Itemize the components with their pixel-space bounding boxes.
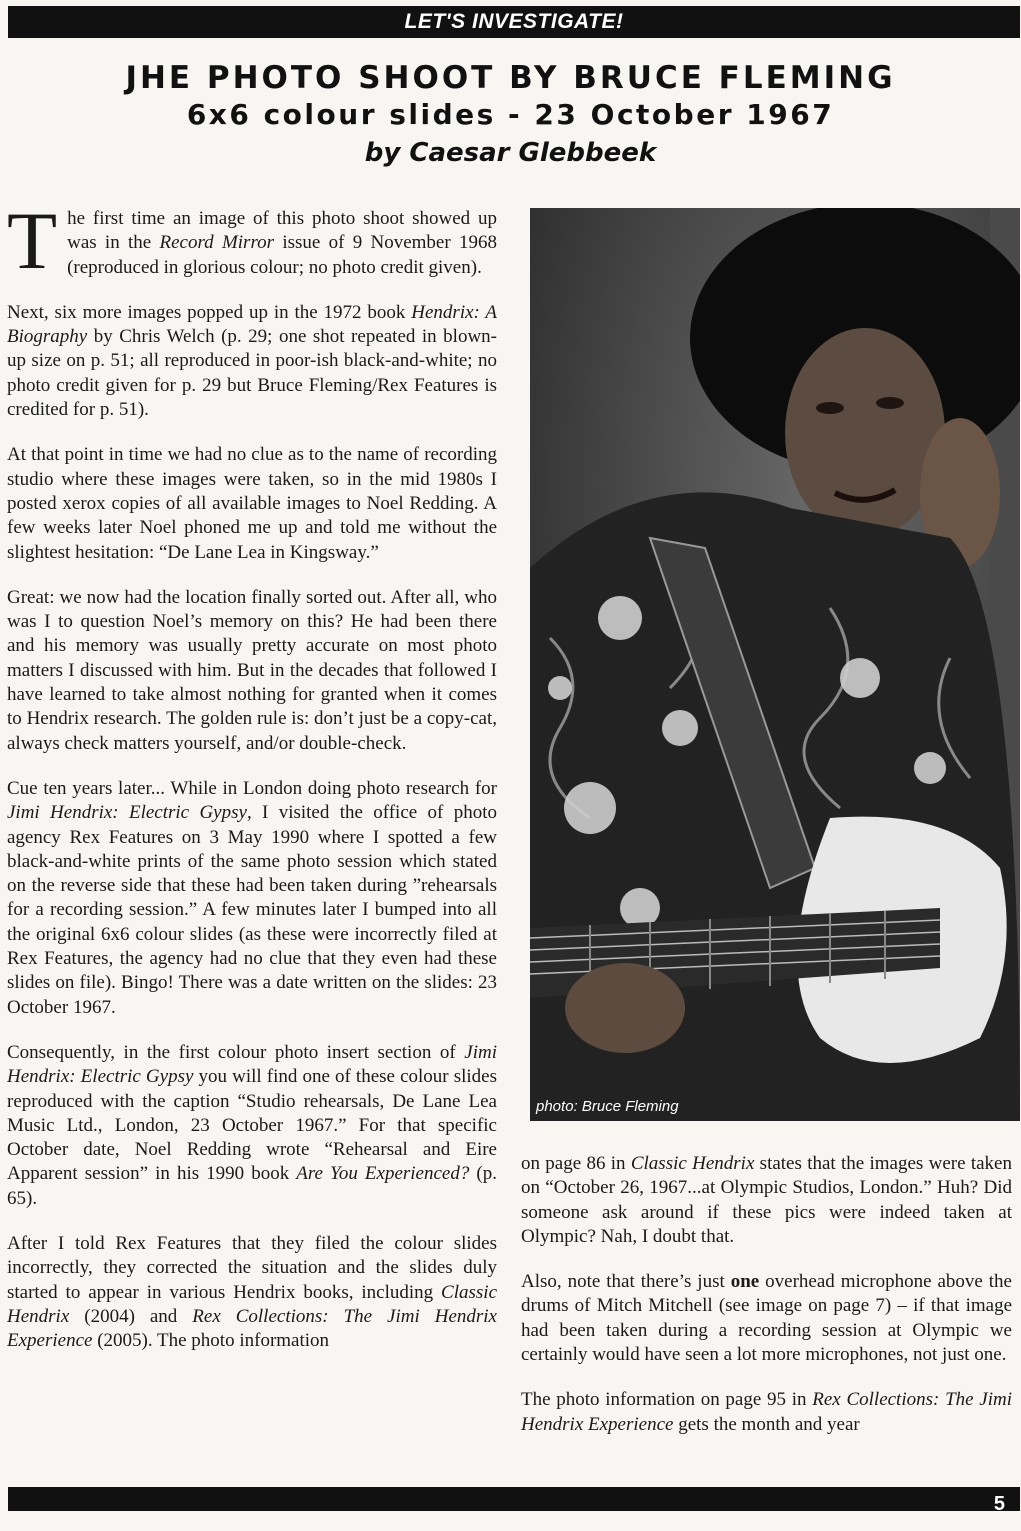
paragraph-4: Great: we now had the location finally sorted out. After all, who was I to question Noel’s memory on this? He had been there and his memory was usually pretty accurate on most photo matters I discussed with him. But in the decades that followed I have learned to take almost nothing for granted when it comes to Hendrix research. The golden rule is: don’t just be a copy-cat, always check matters yourself, and/or double-check. [7, 586, 497, 754]
photo-illustration [530, 208, 1020, 1121]
emphasis: one [730, 1271, 760, 1293]
article-column-right [521, 1152, 1012, 1458]
text: (2005). The photo information [92, 1330, 330, 1352]
book-title: Classic Hendrix [7, 1281, 497, 1327]
drop-cap: T [7, 195, 58, 286]
paragraph-2 [7, 301, 497, 422]
paragraph-8 [521, 1152, 1012, 1249]
paragraph-7 [7, 1232, 497, 1353]
article-column-left [7, 195, 497, 1374]
photo-caption: photo: Bruce Fleming [536, 1098, 679, 1115]
hendrix-photo [530, 208, 1020, 1121]
footer-bar [8, 1487, 1020, 1511]
text: gets the month and year [673, 1413, 860, 1435]
text: issue of 9 November 1968 (reproduced in glorious colour; no photo credit given). [67, 232, 497, 278]
publication-title: Record Mirror [159, 232, 275, 254]
paragraph-10 [521, 1388, 1012, 1437]
text: (2004) and [69, 1305, 193, 1327]
article-byline: by Caesar Glebbeek [364, 138, 657, 168]
book-title: Rex Collections: The Jimi Hendrix Experience [7, 1305, 497, 1352]
text: on page 86 in [521, 1153, 631, 1174]
text: The photo information on page 95 in [521, 1389, 813, 1411]
paragraph-5 [7, 777, 497, 1020]
article-subtitle: 6x6 colour slides - 23 October 1967 [186, 98, 835, 131]
text: overhead microphone above the drums of Mitch Mitchell (see image on page 7) – if that image had been taken during a recording session at Olympic we certainly would have seen a lot more microphones, not just one. [521, 1271, 1012, 1366]
text: you will find one of these colour slides reproduced with the caption “Studio rehearsals, De Lane Lea Music Ltd., London, 23 October 1967.” For that specific October date, Noel Redding wrote “Rehearsal and Eire Apparent session” in his 1990 book [7, 1066, 497, 1185]
book-title: Hendrix: A Biography [7, 301, 497, 348]
book-title: Rex Collections: The Jimi Hendrix Experience [521, 1389, 1013, 1435]
section-banner: LET'S INVESTIGATE! [8, 6, 1020, 38]
text: by Chris Welch (p. 29; one shot repeated in blown-up size on p. 51; all reproduced in poor-ish black-and-white; no photo credit given for p. 29 but Bruce Fleming/Rex Features is credited for p. 51). [7, 326, 497, 421]
text: he first time an image of this photo shoot showed up was in the [67, 208, 497, 254]
text: (p. 65). [7, 1163, 497, 1209]
paragraph-3: At that point in time we had no clue as to the name of recording studio where these images were taken, so in the mid 1980s I posted xerox copies of all available images to Noel Redding. A few weeks later Noel phoned me up and told me without the slightest hesitation: “De Lane Lea in Kingsway.” [7, 444, 497, 563]
paragraph-1 [7, 195, 497, 286]
text: Next, six more images popped up in the 1972 book [7, 301, 412, 323]
paragraph-6 [7, 1041, 497, 1211]
book-title: Jimi Hendrix: Electric Gypsy [7, 1041, 497, 1088]
book-title: Jimi Hendrix: Electric Gypsy [7, 802, 247, 824]
book-title: Classic Hendrix [630, 1153, 755, 1174]
book-title: Are You Experienced? [296, 1163, 470, 1185]
text: Consequently, in the first colour photo insert section of [7, 1041, 465, 1063]
article-title: JHE PHOTO SHOOT BY BRUCE FLEMING [125, 60, 896, 96]
text: states that the images were taken on “October 26, 1967...at Olympic Studios, London.” Huh? Did someone ask around if these pics were indeed taken at Olympic? Nah, I doubt that. [521, 1153, 1012, 1247]
page-number: 5 [993, 1493, 1005, 1515]
text: Cue ten years later... While in London doing photo research for [7, 777, 497, 799]
text: , I visited the office of photo agency Rex Features on 3 May 1990 where I spotted a few black-and-white prints of the same photo session which stated on the reverse side that these had been taken during ”rehearsals for a recording session.” A few minutes later I bumped into all the original 6x6 colour slides (as these were incorrectly filed at Rex Features, the agency had no clue that they even had these slides on file). Bingo! There was a date written on the slides: 23 October 1967. [7, 802, 497, 1018]
text: After I told Rex Features that they filed the colour slides incorrectly, they corrected the situation and the slides duly started to appear in various Hendrix books, including [7, 1232, 497, 1303]
paragraph-9 [521, 1270, 1012, 1367]
text: Also, note that there’s just [521, 1271, 731, 1293]
